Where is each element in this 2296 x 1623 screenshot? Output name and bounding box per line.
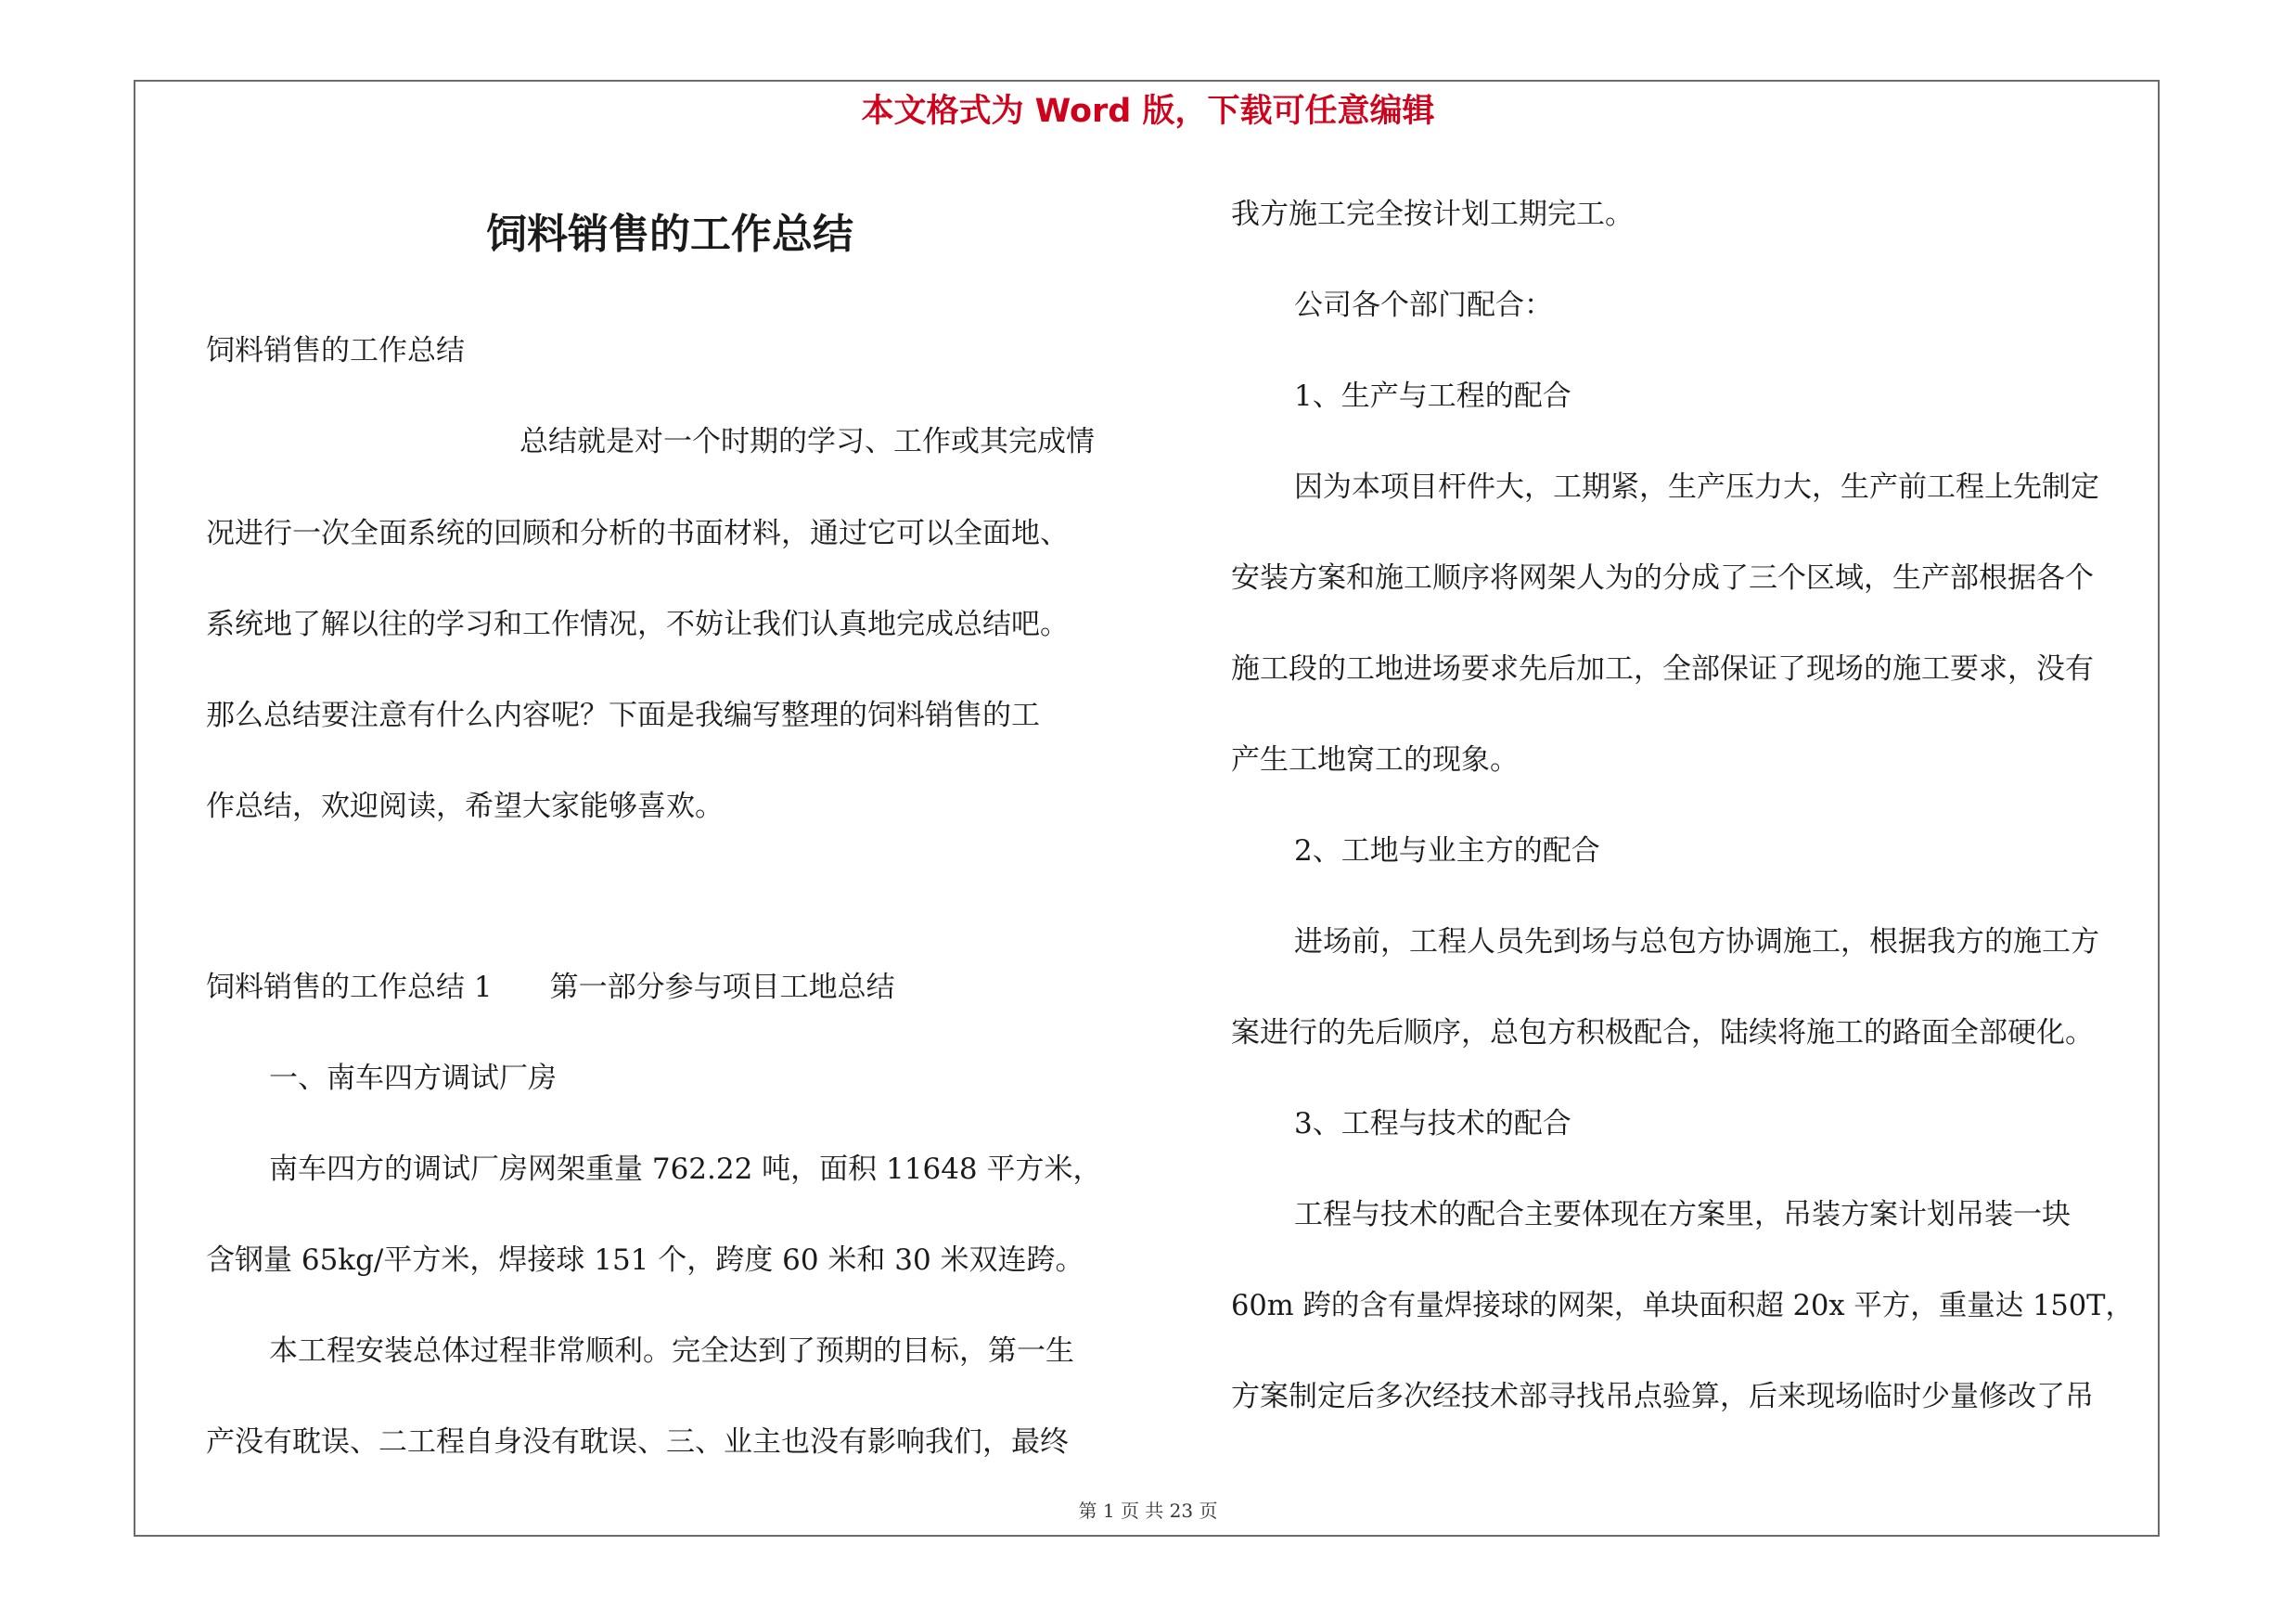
paragraph-line: 安装方案和施工顺序将网架人为的分成了三个区域，生产部根据各个 — [1231, 561, 2094, 595]
format-banner: 本文格式为 Word 版，下载可任意编辑 — [861, 93, 1435, 130]
document-title: 饲料销售的工作总结 — [486, 211, 853, 258]
paragraph-line: 产生工地窝工的现象。 — [1231, 743, 1519, 777]
subsection-heading: 1、生产与工程的配合 — [1294, 380, 1571, 413]
paragraph-line: 南车四方的调试厂房网架重量 762.22 吨，面积 11648 平方米， — [269, 1153, 1102, 1186]
paragraph-line: 施工段的工地进场要求先后加工，全部保证了现场的施工要求，没有 — [1231, 652, 2094, 686]
paragraph-line: 作总结，欢迎阅读，希望大家能够喜欢。 — [206, 790, 724, 823]
paragraph-line: 况进行一次全面系统的回顾和分析的书面材料，通过它可以全面地、 — [206, 517, 1069, 550]
page-number: 第 1 页 共 23 页 — [1078, 1500, 1218, 1522]
paragraph-line: 因为本项目杆件大，工期紧，生产压力大，生产前工程上先制定 — [1294, 470, 2099, 504]
section-heading: 饲料销售的工作总结 1 第一部分参与项目工地总结 — [206, 971, 895, 1004]
subsection-heading: 公司各个部门配合： — [1294, 289, 1553, 322]
paragraph-line: 进场前，工程人员先到场与总包方协调施工，根据我方的施工方 — [1294, 925, 2099, 959]
subsection-heading: 3、工程与技术的配合 — [1294, 1107, 1571, 1140]
paragraph-line: 工程与技术的配合主要体现在方案里，吊装方案计划吊装一块 — [1294, 1198, 2071, 1231]
paragraph-line: 方案制定后多次经技术部寻找吊点验算，后来现场临时少量修改了吊 — [1231, 1380, 2094, 1413]
paragraph-line: 那么总结要注意有什么内容呢？下面是我编写整理的饲料销售的工 — [206, 699, 1040, 732]
paragraph-line: 系统地了解以往的学习和工作情况，不妨让我们认真地完成总结吧。 — [206, 608, 1069, 641]
subsection-heading: 2、工地与业主方的配合 — [1294, 834, 1600, 868]
paragraph-line: 产没有耽误、二工程自身没有耽误、三、业主也没有影响我们，最终 — [206, 1425, 1069, 1459]
paragraph-line: 总结就是对一个时期的学习、工作或其完成情 — [519, 425, 1095, 458]
subtitle-line: 饲料销售的工作总结 — [206, 334, 465, 367]
paragraph-line: 本工程安装总体过程非常顺利。完全达到了预期的目标，第一生 — [269, 1334, 1074, 1368]
paragraph-line: 含钢量 65kg/平方米，焊接球 151 个，跨度 60 米和 30 米双连跨。 — [206, 1243, 1084, 1277]
subsection-heading: 一、南车四方调试厂房 — [269, 1062, 557, 1095]
paragraph-line: 我方施工完全按计划工期完工。 — [1231, 198, 1634, 231]
paragraph-line: 60m 跨的含有量焊接球的网架，单块面积超 20x 平方，重量达 150T， — [1231, 1289, 2135, 1322]
paragraph-line: 案进行的先后顺序，总包方积极配合，陆续将施工的路面全部硬化。 — [1231, 1016, 2094, 1050]
